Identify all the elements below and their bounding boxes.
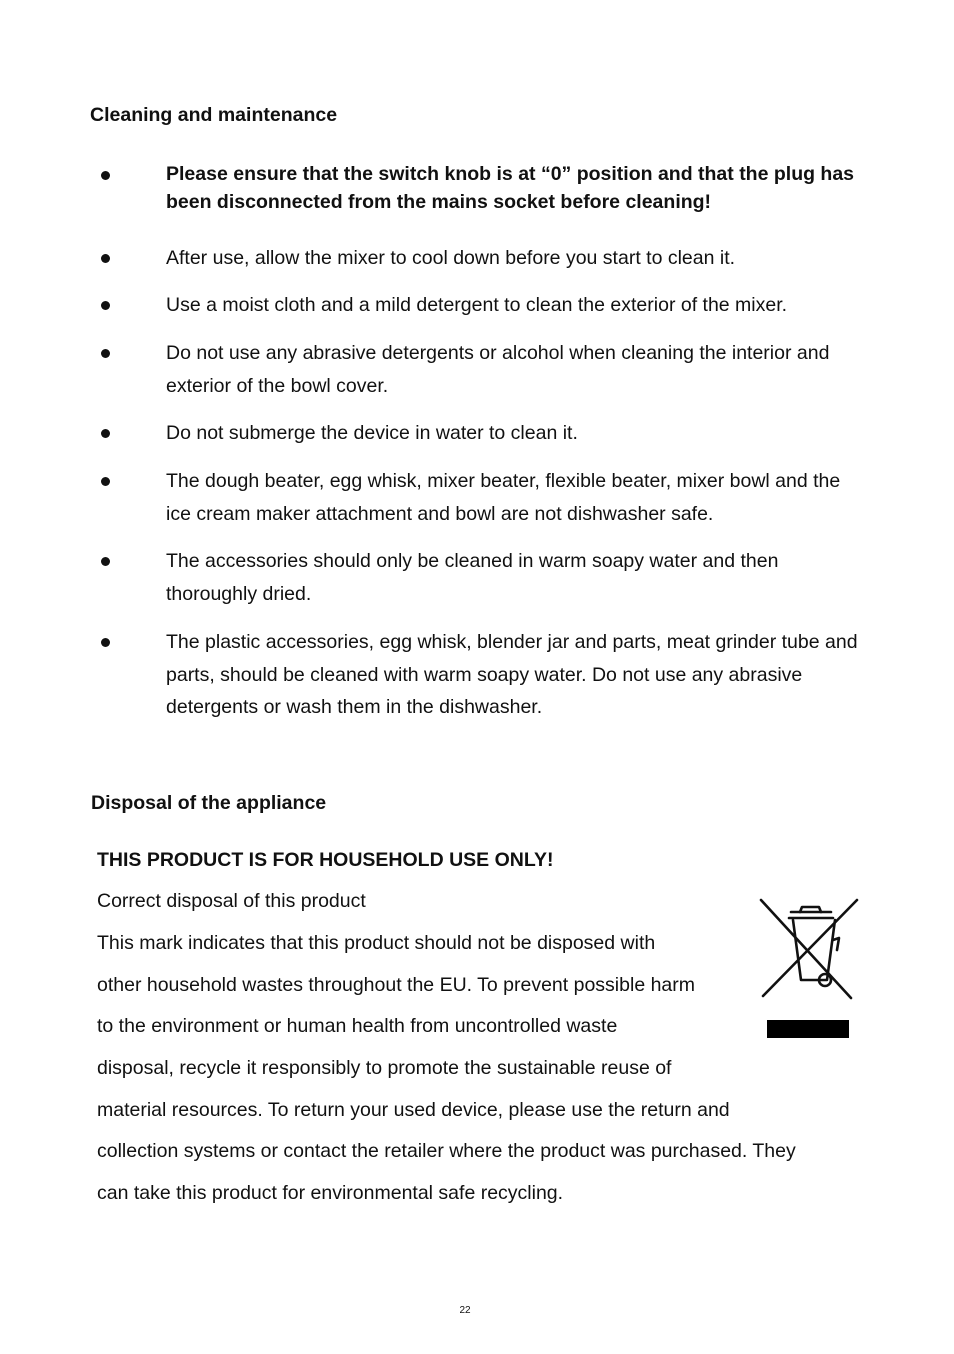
bullet-icon <box>101 638 110 647</box>
list-item-text: Use a moist cloth and a mild detergent to clean the exterior of the mixer. <box>166 294 788 316</box>
bullet-icon <box>101 301 110 310</box>
crossed-out-wheelie-bin-icon <box>753 888 869 1048</box>
list-item-text: The dough beater, egg whisk, mixer beater, flexible beater, mixer bowl and the ice cream maker attachment and bowl are not dishwasher safe. <box>166 470 841 525</box>
bullet-icon <box>101 477 110 486</box>
list-item-text: Do not use any abrasive detergents or alcohol when cleaning the interior and exterior of the bowl cover. <box>166 342 830 397</box>
disposal-line: to the environment or human health from uncontrolled waste <box>97 1015 618 1037</box>
disposal-line: collection systems or contact the retailer where the product was purchased. They <box>97 1140 796 1162</box>
disposal-line: disposal, recycle it responsibly to promote the sustainable reuse of <box>97 1057 672 1079</box>
bullet-icon <box>101 171 110 180</box>
page-number: 22 <box>459 1305 471 1316</box>
disposal-subheading: Correct disposal of this product <box>97 890 366 912</box>
disposal-line: This mark indicates that this product should not be disposed with <box>97 932 656 954</box>
bullet-icon <box>101 349 110 358</box>
cleaning-heading: Cleaning and maintenance <box>90 104 338 126</box>
list-item-text: After use, allow the mixer to cool down before you start to clean it. <box>166 247 736 269</box>
disposal-heading: Disposal of the appliance <box>91 792 327 814</box>
list-item-text: The accessories should only be cleaned in warm soapy water and then thoroughly dried. <box>166 550 779 605</box>
bullet-icon <box>101 254 110 263</box>
disposal-line: can take this product for environmental safe recycling. <box>97 1182 564 1204</box>
list-item-text: Do not submerge the device in water to clean it. <box>166 422 578 444</box>
bullet-icon <box>101 429 110 438</box>
bullet-icon <box>101 557 110 566</box>
disposal-line: other household wastes throughout the EU. To prevent possible harm <box>97 974 696 996</box>
list-item-text: The plastic accessories, egg whisk, blender jar and parts, meat grinder tube and parts, should be cleaned with warm soapy water. Do not use any abrasive detergents or wash them in the dishwasher. <box>166 631 858 718</box>
household-notice: THIS PRODUCT IS FOR HOUSEHOLD USE ONLY! <box>97 849 554 871</box>
list-item-text: Please ensure that the switch knob is at “0” position and that the plug has been disconnected from the mains socket before cleaning! <box>166 163 855 213</box>
disposal-line: material resources. To return your used device, please use the return and <box>97 1099 730 1121</box>
